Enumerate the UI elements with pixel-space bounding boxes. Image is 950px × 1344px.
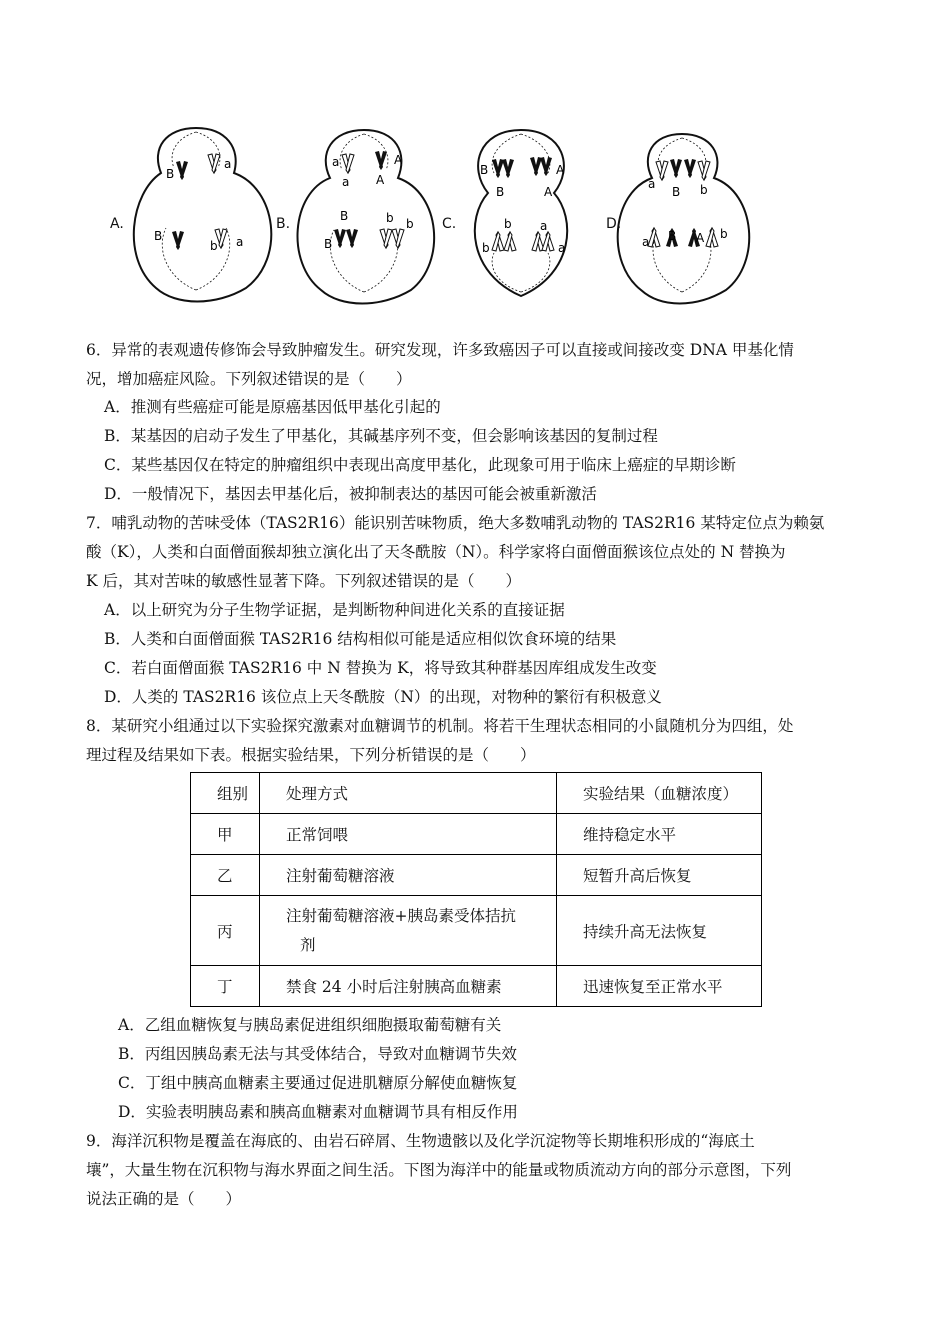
allele-label: a [236,235,244,249]
allele-label: b [482,241,490,255]
question-7-option-d: D．人类的 TAS2R16 该位点上天冬酰胺（N）的出现，对物种的繁衍有积极意义 [104,688,662,706]
question-7-option-a: A．以上研究为分子生物学证据，是判断物种间进化关系的直接证据 [104,601,565,619]
table-cell: 丙 [191,896,260,966]
table-cell: 迅速恢复至正常水平 [557,966,762,1007]
table-row [191,855,762,896]
cell-b-chromosomes [324,151,414,251]
table-header-cell: 组别 [191,773,260,814]
allele-label: B [496,185,505,199]
allele-label: A [696,231,705,245]
question-8-option-d: D．实验表明胰岛素和胰高血糖素对血糖调节具有相反作用 [118,1103,518,1121]
question-6-option-b: B．某基因的启动子发生了甲基化，其碱基序列不变，但会影响该基因的复制过程 [104,427,658,445]
question-7-line3: K 后，其对苦味的敏感性显著下降。下列叙述错误的是（ ） [86,572,522,590]
question-8-option-b: B．丙组因胰岛素无法与其受体结合，导致对血糖调节失效 [118,1045,517,1063]
cell-b [298,130,435,304]
table-cell-line: 注射葡萄糖溶液+胰岛素受体拮抗 [286,906,516,925]
question-6-option-c: C．某些基因仅在特定的肿瘤组织中表现出高度甲基化，此现象可用于临床上癌症的早期诊断 [104,456,736,474]
table-header-cell: 处理方式 [260,773,557,814]
question-7-option-c: C．若白面僧面猴 TAS2R16 中 N 替换为 K，将导致其种群基因库组成发生改变 [104,659,657,677]
option-label-a: A. [110,216,124,232]
allele-label: b [386,211,394,225]
allele-label: B [672,185,681,199]
table-cell: 注射葡萄糖溶液 [260,855,557,896]
table-cell: 正常饲喂 [260,814,557,855]
allele-label: a [342,175,350,189]
allele-label: a [332,155,340,169]
question-6-stem [86,336,866,394]
allele-label: A [544,185,553,199]
allele-label: b [210,239,218,253]
table-cell: 丁 [191,966,260,1007]
question-7-option-b: B．人类和白面僧面猴 TAS2R16 结构相似可能是适应相似饮食环境的结果 [104,630,617,648]
cell-d [618,134,750,304]
table-cell: 持续升高无法恢复 [557,896,762,966]
table-cell: 乙 [191,855,260,896]
allele-label: B [480,163,489,177]
question-7-line2: 酸（K），人类和白面僧面猴却独立演化出了天冬酰胺（N）。科学家将白面僧面猴该位点处的 N 替换为 [86,543,786,561]
cell-a-chromosomes [154,154,243,253]
question-7-stem [86,509,866,596]
question-8-option-a: A．乙组血糖恢复与胰岛素促进组织细胞摄取葡萄糖有关 [118,1016,502,1034]
allele-label: B [166,167,175,181]
table-header-row [191,773,762,814]
allele-label: a [648,177,656,191]
allele-label: A [556,163,565,177]
allele-label: b [504,217,512,231]
option-label-c: C. [442,216,457,232]
question-9-stem [86,1127,866,1214]
question-7-line1: 7．哺乳动物的苦味受体（TAS2R16）能识别苦味物质，绝大多数哺乳动物的 TAS2R16 某特定位点为赖氨 [86,514,825,532]
table-row [191,966,762,1007]
allele-label: a [558,241,566,255]
table-cell-line: 剂 [300,935,316,954]
table-cell [260,896,557,966]
question-9-line1: 9．海洋沉积物是覆盖在海底的、由岩石碎屑、生物遗骸以及化学沉淀物等长期堆积形成的“海底土 [86,1132,755,1150]
question-8-option-c: C．丁组中胰高血糖素主要通过促进肌糖原分解使血糖恢复 [118,1074,518,1092]
allele-label: B [340,209,349,223]
allele-label: B [154,229,163,243]
allele-label: a [224,157,232,171]
allele-label: A [376,173,385,187]
question-8-stem [86,712,866,770]
allele-label: b [700,183,708,197]
table-cell: 维持稳定水平 [557,814,762,855]
cells-drawing [96,118,856,308]
question-9-line3: 说法正确的是（ ） [86,1190,242,1208]
table-cell: 甲 [191,814,260,855]
question-9-line2: 壤”，大量生物在沉积物与海水界面之间生活。下图为海洋中的能量或物质流动方向的部分示意图，下列 [86,1161,792,1179]
table-header-cell: 实验结果（血糖浓度） [557,773,762,814]
question-8-line2: 理过程及结果如下表。根据实验结果，下列分析错误的是（ ） [86,746,536,764]
allele-label: b [720,227,728,241]
question-6-option-d: D．一般情况下，基因去甲基化后，被抑制表达的基因可能会被重新激活 [104,485,597,503]
allele-label: b [406,217,414,231]
table-row [191,814,762,855]
question-8-line1: 8．某研究小组通过以下实验探究激素对血糖调节的机制。将若干生理状态相同的小鼠随机分为四组，处 [86,717,794,735]
cell-c [475,130,567,296]
cell-a [134,128,271,302]
option-label-b: B. [276,216,291,232]
allele-label: B [324,237,333,251]
option-label-d: D. [606,216,622,232]
question-6-option-a: A．推测有些癌症可能是原癌基因低甲基化引起的 [104,398,441,416]
table-cell: 禁食 24 小时后注射胰高血糖素 [260,966,557,1007]
allele-label: B [668,229,677,243]
allele-label: a [642,235,650,249]
table-cell: 短暂升高后恢复 [557,855,762,896]
experiment-table [190,772,762,1007]
cell-d-chromosomes [642,159,728,249]
table-row [191,896,762,966]
question-6-line1: 6．异常的表观遗传修饰会导致肿瘤发生。研究发现，许多致癌因子可以直接或间接改变 DNA 甲基化情 [86,341,794,359]
allele-label: a [540,219,548,233]
cell-division-figure [96,118,856,308]
allele-label: A [394,153,403,167]
question-6-line2: 况，增加癌症风险。下列叙述错误的是（ ） [86,370,412,388]
cell-c-chromosomes [480,157,565,255]
